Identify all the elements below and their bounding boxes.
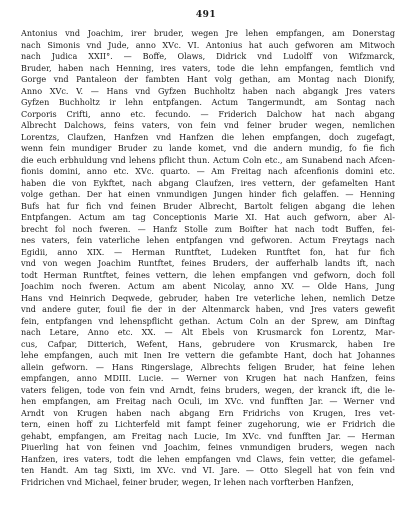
page-number: 491 <box>195 10 217 20</box>
text-line: vnd andere guter, fouil fie der in der Altenmarck haben, vnd Jres vaters gewefit <box>21 304 395 314</box>
text-line: vaters feligen, tode von fein vnd Arndt, feins bruders, wegen, der kranck ift, die le- <box>21 384 395 395</box>
text-line: nach Letare, Anno etc. XX. — Alt Ebels von Krusmarck fon Lorentz, Mar- <box>21 327 395 337</box>
text-line: hen empfangen, am Freitag nach Oculi, im XVc. vnd funfften Jar. — Werner vnd <box>21 396 395 406</box>
text-line: fionis domini, anno etc. XVc. quarto. — Am Freitag nach afcenfionis domini etc. <box>21 166 395 176</box>
text-line: die euch erbhuldung vnd lehens pflicht thun. Actum Coln etc., am Sunabend nach Afcen- <box>21 154 395 165</box>
text-line: brecht fol noch fweren. — Hanfz Stolle zum Boifter hat nach todt Buffen, fei- <box>21 223 395 234</box>
text-line: nach Judica XXII°. — Boffe, Olaws, Didrick vnd Ludolff von Wifzmarck, <box>21 51 395 61</box>
text-line: volge gethan. Der hat einen vnmundigen Jungen hinder fich gelaffen. — Henning <box>21 189 395 199</box>
text-line: todt Herman Runtftet, feines vettern, die lehen empfangen vnd gefworn, doch foll <box>21 269 395 280</box>
text-line: Gorge vnd Pantaleon der fambten Hant volg gethan, am Montag nach Dionify, <box>21 74 395 84</box>
text-line: Antonius vnd Joachim, irer bruder, wegen Jre lehen empfangen, am Donerstag <box>21 28 395 38</box>
text-line: Albrecht Dalchows, feins vaters, von fein vnd feiner bruder wegen, nemlichen <box>21 120 395 130</box>
text-line: Hans vnd Heinrich Deqwede, gebruder, haben Ire veterliche lehen, nemlich Detze <box>21 292 395 303</box>
text-line: Arndt von Krugen haben nach abgang Ern Fridrichs von Krugen, Ires vet- <box>21 407 395 418</box>
text-line: Fridrichen vnd Michael, feiner bruder, wegen, Ir lehen nach vorfterben Hanfzen, <box>21 476 354 487</box>
text-line: empfangen, anno MDIII. Lucie. — Werner von Krugen hat nach Hanfzen, feins <box>21 373 395 383</box>
text-line: Egidii, anno XIX. — Herman Runtftet, Ludeken Runtftet fon, hat fur fich <box>21 246 395 257</box>
text-line: cus, Cafpar, Ditterich, Wefent, Hans, gebrudere von Krusmarck, haben Ire <box>21 338 395 349</box>
body-text <box>21 28 395 488</box>
text-line: Corporis Crifti, anno etc. fecundo. — Friderich Dalchow hat nach abgang <box>21 108 395 119</box>
text-line: ten Handt. Am tag Sixti, im XVc. vnd VI. Jare. — Otto Slegell hat von fein vnd <box>21 465 395 475</box>
text-line: vnd von wegen Joachim Runtftet, feines Bruders, der aufferhalb landts ift, nach <box>21 258 395 268</box>
text-line: fein, entpfangen vnd lehenspflicht gethan. Actum Coln an der Sprew, am Dinftag <box>21 315 395 326</box>
text-line: Entpfangen. Actum am tag Conceptionis Marie XI. Hat auch gefworn, aber Al- <box>21 212 395 222</box>
text-line: wenn fein mundiger Bruder zu lande komet, vnd die andern mundig, fo fie fich <box>21 143 395 153</box>
text-line: tern, einen hoff zu Lichterfeld mit fampt feiner zugehorung, wie er Fridrich die <box>21 419 395 429</box>
text-line: nes vaters, fein vaterliche lehen entpfangen vnd gefworen. Actum Freytags nach <box>21 235 395 245</box>
text-line: gehabt, empfangen, am Freitag nach Lucie, Im XVc. vnd funfften Jar. — Herman <box>21 430 395 441</box>
text-line: Hanfzen, ires vaters, todt die lehen empfangen vnd Claws, fein vetter, die gefamel- <box>21 453 395 464</box>
text-line: Joachim noch fweren. Actum am abent Nicolay, anno XV. — Olde Hans, Jung <box>21 281 395 291</box>
text-line: Gyfzen Buchholtz ir lehn entpfangen. Actum Tangermundt, am Sontag nach <box>21 97 395 107</box>
text-line: allein gefworn. — Hans Ringerslage, Albrechts feligen Bruder, hat feine lehen <box>21 361 395 372</box>
text-line: Bruder, haben nach Henning, ires vaters, tode die lehn empfangen, femtlich vnd <box>21 62 395 73</box>
text-line: Anno XVc. V. — Hans vnd Gyfzen Buchholtz haben nach abgangk Jres vaters <box>21 85 395 96</box>
text-line: Piuerling hat von feinen vnd Joachim, feines vnmundigen bruders, wegen nach <box>21 442 395 452</box>
text-line: Bufs hat fur fich vnd feinen Bruder Albrecht, Bartolt feligen abgang die lehen <box>21 200 395 211</box>
text-line: haben die von Eykftet, nach abgang Claufzen, ires vettern, der gefamelten Hant <box>21 177 395 188</box>
text-line: Lorentzs, Claufzen, Hanfzen vnd Hanfzen die lehen empfangen, doch zugefagt, <box>21 131 395 142</box>
text-line: lehe empfangen, auch mit Inen Ire vettern die gefambte Hant, doch hat Johannes <box>21 350 395 360</box>
text-line: nach Simonis vnd Jude, anno XVc. VI. Antonius hat auch gefworen am Mitwoch <box>21 39 395 50</box>
